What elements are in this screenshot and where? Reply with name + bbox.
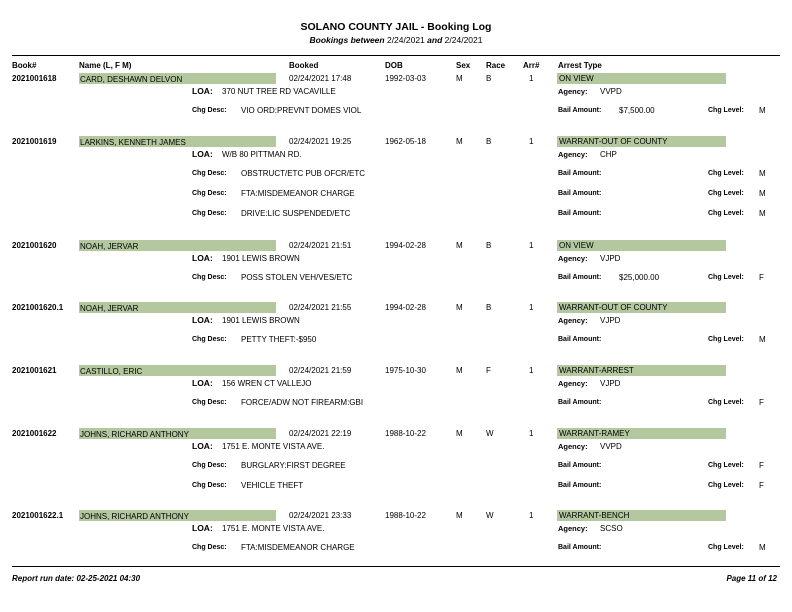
book-number: 2021001622.1 [12,511,64,520]
book-number: 2021001621 [12,366,57,375]
agency-label: Agency: [558,316,588,325]
bail-amount-value: $7,500.00 [619,106,655,115]
loa-value: 1751 E. MONTE VISTA AVE. [222,442,325,451]
sex: M [456,366,463,375]
arr-count: 1 [529,429,534,438]
chg-desc-value: DRIVE:LIC SUSPENDED/ETC [241,209,351,218]
dob: 1994-02-28 [385,241,426,250]
chg-desc-label: Chg Desc: [192,482,227,489]
dob: 1992-03-03 [385,74,426,83]
col-header-sex: Sex [456,61,471,70]
loa-label: LOA: [192,523,213,533]
col-header-booked: Booked [289,61,319,70]
agency-value: SCSO [600,524,623,533]
report-subtitle [0,35,792,45]
dob: 1962-05-18 [385,137,426,146]
arrest-type: WARRANT-BENCH [559,511,630,520]
dob: 1988-10-22 [385,429,426,438]
loa-value: 1901 LEWIS BROWN [222,254,300,263]
chg-level-label: Chg Level: [708,170,744,177]
race: F [486,366,491,375]
agency-value: VJPD [600,379,621,388]
agency-value: CHP [600,150,617,159]
agency-value: VJPD [600,254,621,263]
chg-level-value: F [759,273,764,282]
col-header-race: Race [486,61,506,70]
chg-level-value: M [759,543,766,552]
chg-level-label: Chg Level: [708,210,744,217]
booked-datetime: 02/24/2021 23:33 [289,511,352,520]
chg-level-value: F [759,461,764,470]
chg-level-value: M [759,189,766,198]
bail-amount-label: Bail Amount: [558,544,602,551]
bail-amount-label: Bail Amount: [558,170,602,177]
chg-level-value: F [759,481,764,490]
chg-desc-label: Chg Desc: [192,462,227,469]
chg-level-label: Chg Level: [708,274,744,281]
chg-desc-value: VEHICLE THEFT [241,481,304,490]
date-from: 2/24/2021 [386,35,425,45]
date-to: 2/24/2021 [444,35,483,45]
booked-datetime: 02/24/2021 19:25 [289,137,352,146]
arr-count: 1 [529,303,534,312]
arrest-type: WARRANT-OUT OF COUNTY [559,303,668,312]
dob: 1994-02-28 [385,303,426,312]
sex: M [456,511,463,520]
booked-datetime: 02/24/2021 17:48 [289,74,352,83]
book-number: 2021001622 [12,429,57,438]
race: W [486,429,494,438]
chg-level-label: Chg Level: [708,399,744,406]
booked-datetime: 02/24/2021 22:19 [289,429,352,438]
col-header-book: Book# [12,61,37,70]
chg-desc-label: Chg Desc: [192,399,227,406]
book-number: 2021001620 [12,241,57,250]
bail-amount-label: Bail Amount: [558,482,602,489]
booked-datetime: 02/24/2021 21:59 [289,366,352,375]
book-number: 2021001620.1 [12,303,64,312]
header-rule [12,55,780,56]
chg-level-label: Chg Level: [708,190,744,197]
loa-value: 1751 E. MONTE VISTA AVE. [222,524,325,533]
page-number: Page 11 of 12 [726,574,777,583]
race: W [486,511,494,520]
agency-value: VVPD [600,442,622,451]
bail-amount-label: Bail Amount: [558,190,602,197]
arr-count: 1 [529,74,534,83]
agency-label: Agency: [558,379,588,388]
bail-amount-value: $25,000.00 [619,273,660,282]
agency-value: VVPD [600,87,622,96]
race: B [486,137,492,146]
chg-desc-value: VIO ORD:PREVNT DOMES VIOL [241,106,362,115]
chg-desc-value: FTA:MISDEMEANOR CHARGE [241,543,355,552]
sex: M [456,241,463,250]
chg-desc-value: FTA:MISDEMEANOR CHARGE [241,189,355,198]
booked-datetime: 02/24/2021 21:55 [289,303,352,312]
arr-count: 1 [529,137,534,146]
arr-count: 1 [529,511,534,520]
subtitle-prefix: Bookings between [309,35,385,45]
chg-desc-value: BURGLARY:FIRST DEGREE [241,461,346,470]
col-header-dob: DOB [385,61,403,70]
bail-amount-label: Bail Amount: [558,274,602,281]
loa-value: 1901 LEWIS BROWN [222,316,300,325]
chg-level-value: M [759,209,766,218]
sex: M [456,429,463,438]
chg-desc-label: Chg Desc: [192,210,227,217]
sex: M [456,74,463,83]
loa-value: W/B 80 PITTMAN RD. [222,150,302,159]
arr-count: 1 [529,366,534,375]
chg-desc-label: Chg Desc: [192,336,227,343]
inmate-name: CASTILLO, ERIC [80,367,143,376]
arrest-type: ON VIEW [559,74,594,83]
report-run-date: Report run date: 02-25-2021 04:30 [12,574,141,583]
loa-label: LOA: [192,253,213,263]
chg-desc-label: Chg Desc: [192,274,227,281]
race: B [486,303,492,312]
agency-label: Agency: [558,524,588,533]
chg-level-value: F [759,398,764,407]
bail-amount-label: Bail Amount: [558,336,602,343]
loa-label: LOA: [192,441,213,451]
arrest-type: WARRANT-OUT OF COUNTY [559,137,668,146]
agency-label: Agency: [558,442,588,451]
agency-label: Agency: [558,150,588,159]
chg-desc-label: Chg Desc: [192,544,227,551]
inmate-name: JOHNS, RICHARD ANTHONY [80,430,189,439]
book-number: 2021001619 [12,137,57,146]
inmate-name: NOAH, JERVAR [80,304,139,313]
col-header-arrest-type: Arrest Type [558,61,602,70]
loa-label: LOA: [192,378,213,388]
inmate-name: LARKINS, KENNETH JAMES [80,138,186,147]
bail-amount-label: Bail Amount: [558,462,602,469]
chg-level-label: Chg Level: [708,107,744,114]
loa-value: 156 WREN CT VALLEJO [222,379,312,388]
arr-count: 1 [529,241,534,250]
loa-label: LOA: [192,149,213,159]
report-title: SOLANO COUNTY JAIL - Booking Log [300,21,492,33]
bail-amount-label: Bail Amount: [558,107,602,114]
loa-value: 370 NUT TREE RD VACAVILLE [222,87,336,96]
bail-amount-label: Bail Amount: [558,399,602,406]
arrest-type: ON VIEW [559,241,594,250]
chg-level-value: M [759,335,766,344]
arrest-type: WARRANT-RAMEY [559,429,630,438]
col-header-name: Name (L, F M) [79,61,132,70]
loa-label: LOA: [192,315,213,325]
bail-amount-label: Bail Amount: [558,210,602,217]
agency-label: Agency: [558,87,588,96]
agency-label: Agency: [558,254,588,263]
chg-level-label: Chg Level: [708,336,744,343]
booked-datetime: 02/24/2021 21:51 [289,241,352,250]
agency-value: VJPD [600,316,621,325]
chg-desc-label: Chg Desc: [192,107,227,114]
chg-level-label: Chg Level: [708,462,744,469]
chg-desc-label: Chg Desc: [192,170,227,177]
book-number: 2021001618 [12,74,57,83]
chg-desc-value: OBSTRUCT/ETC PUB OFCR/ETC [241,169,366,178]
inmate-name: NOAH, JERVAR [80,242,139,251]
chg-level-label: Chg Level: [708,544,744,551]
arrest-type: WARRANT-ARREST [559,366,634,375]
race: B [486,74,492,83]
subtitle-and: and [427,35,443,45]
col-header-arr: Arr# [523,61,540,70]
sex: M [456,303,463,312]
chg-level-value: M [759,106,766,115]
chg-level-label: Chg Level: [708,482,744,489]
sex: M [456,137,463,146]
inmate-name: CARD, DESHAWN DELVON [80,75,183,84]
dob: 1975-10-30 [385,366,426,375]
dob: 1988-10-22 [385,511,426,520]
chg-desc-value: POSS STOLEN VEH/VES/ETC [241,273,353,282]
chg-desc-value: FORCE/ADW NOT FIREARM:GBI [241,398,364,407]
inmate-name: JOHNS, RICHARD ANTHONY [80,512,189,521]
chg-level-value: M [759,169,766,178]
footer-rule [12,566,780,567]
loa-label: LOA: [192,86,213,96]
chg-desc-value: PETTY THEFT:-$950 [241,335,317,344]
chg-desc-label: Chg Desc: [192,190,227,197]
race: B [486,241,492,250]
